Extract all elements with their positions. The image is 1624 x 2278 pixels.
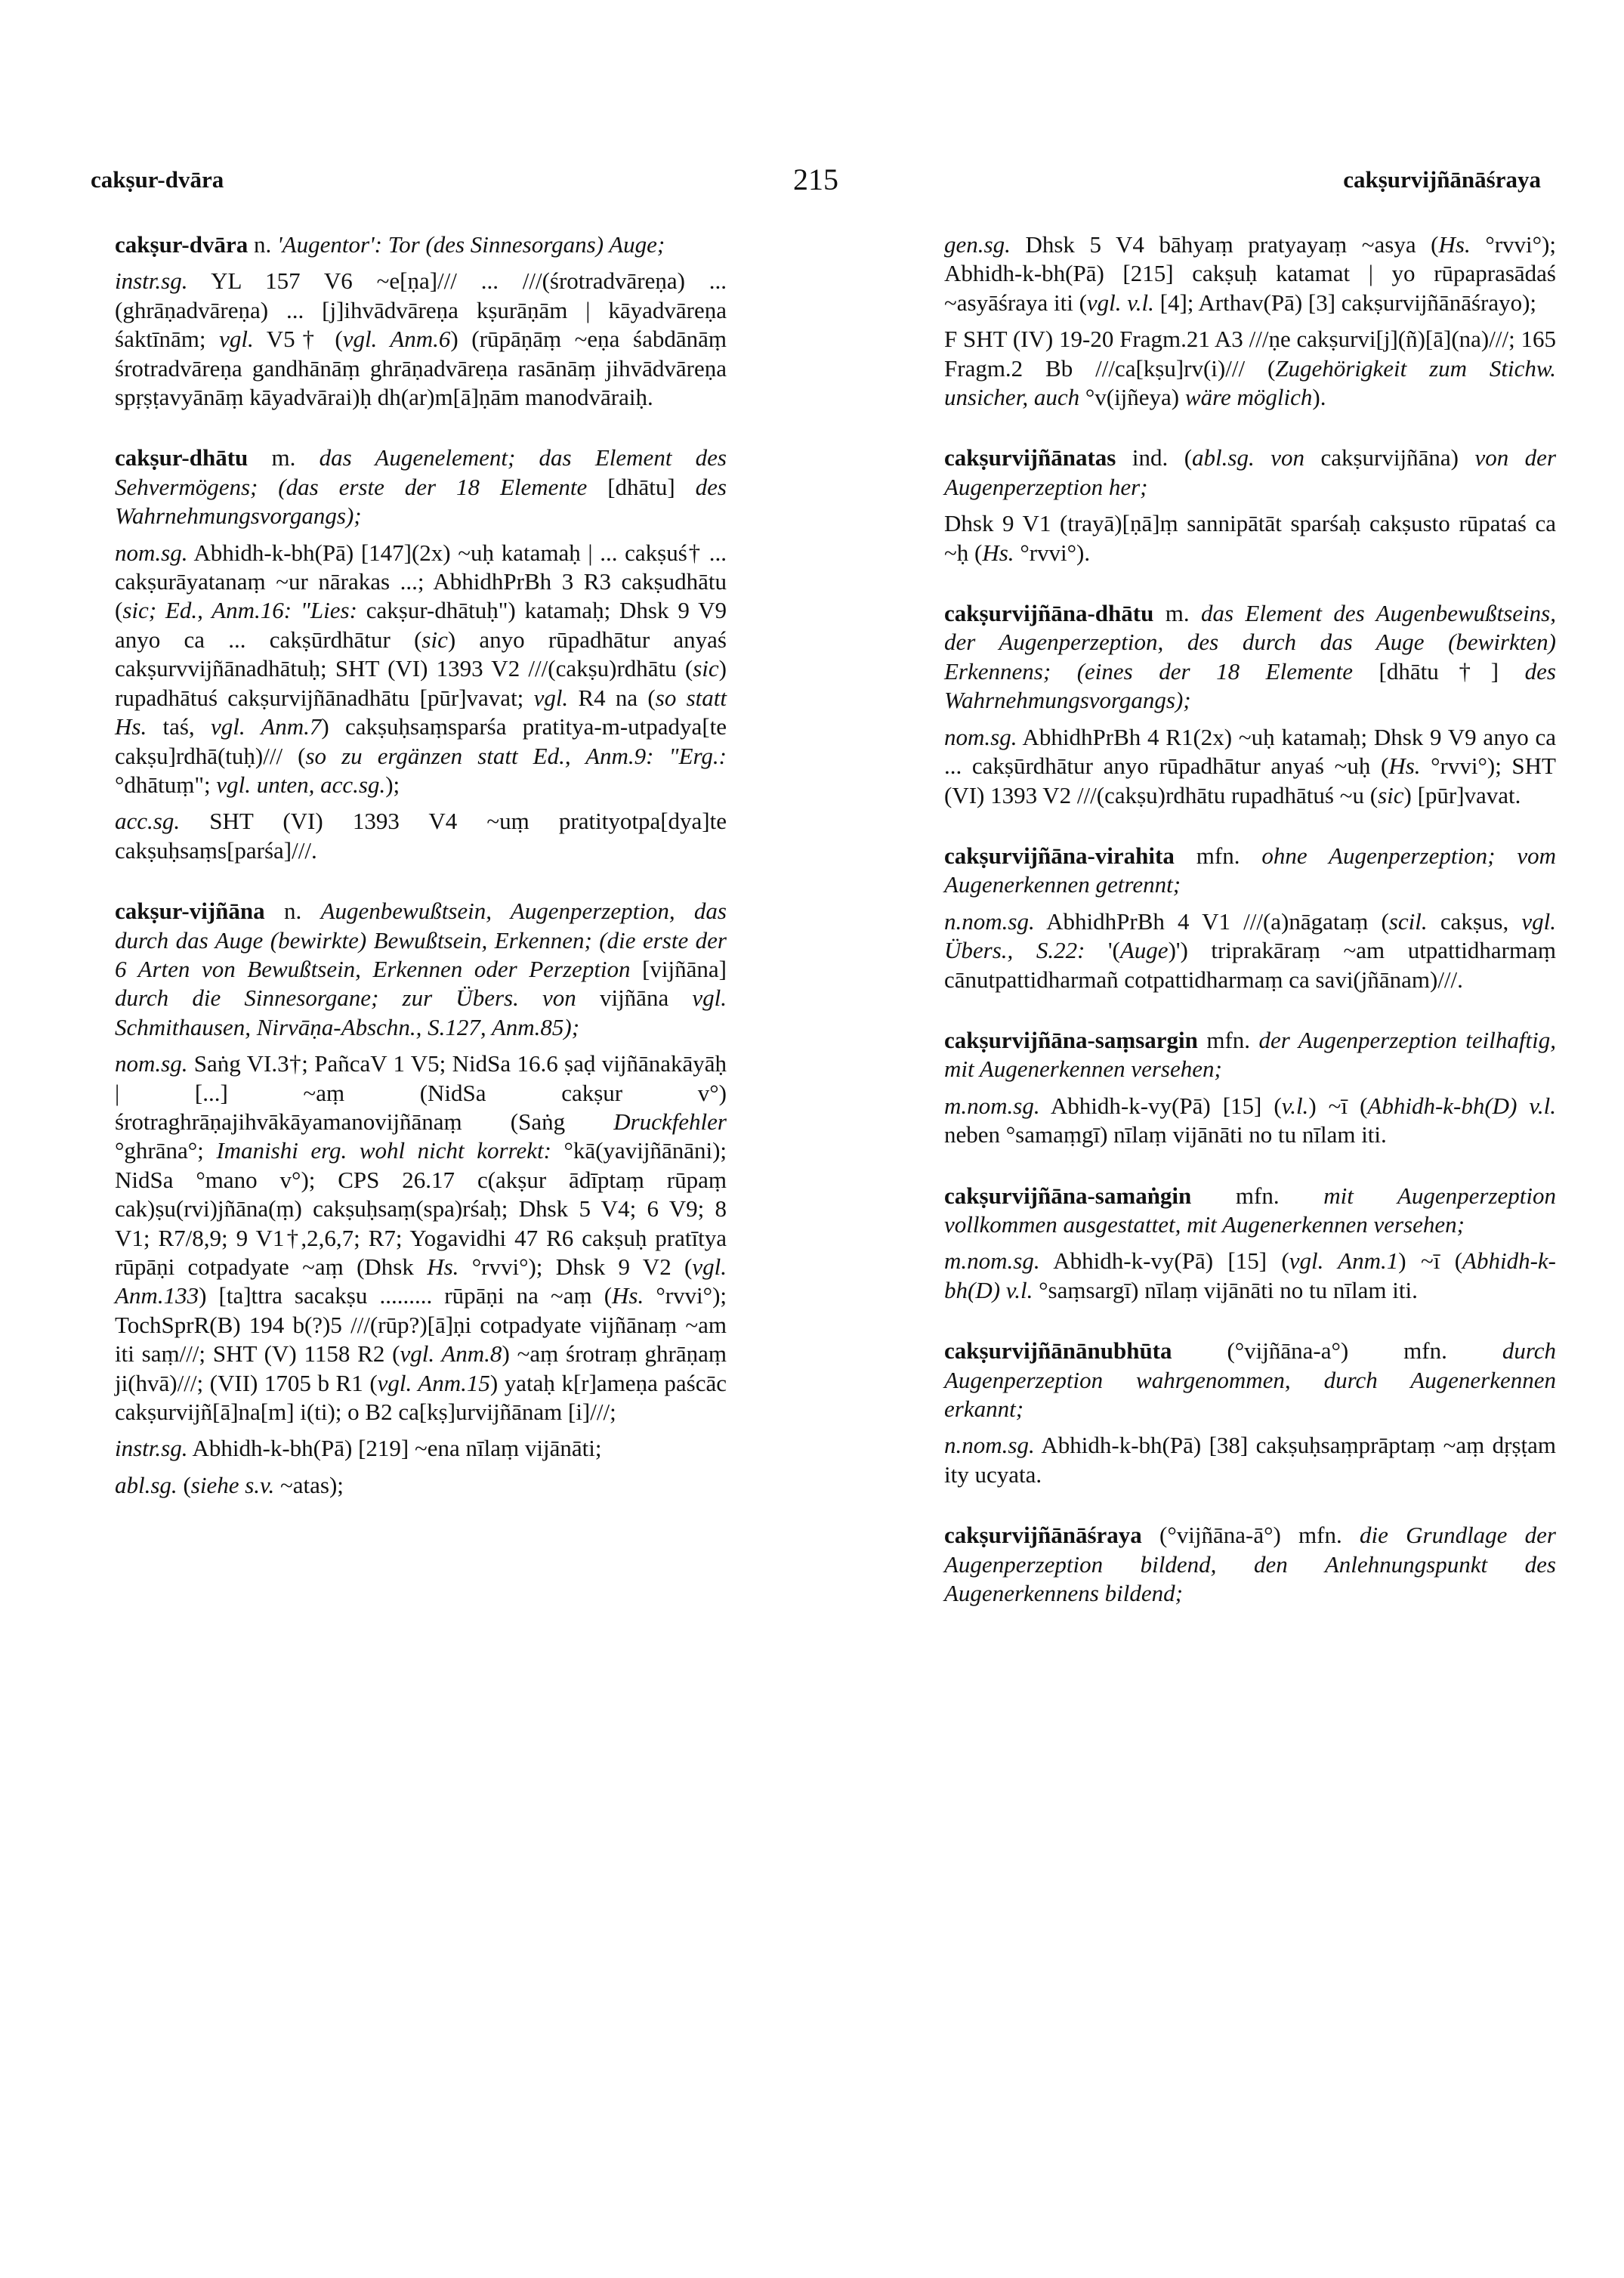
text-run: F SHT (IV) 19-20 Fragm.21 A3 ///ṇe cakṣurvi[j](ñ)[ā](na)///; 165 Fragm.2 Bb ///ca[kṣu]rv(i)/// ( (944, 326, 1556, 382)
text-run: ) ~aṃ śrotraṃ ghrāṇaṃ ji(hvā)///; (VII) 1705 b R1 ( (115, 1340, 727, 1396)
text-run: ) anyo rūpadhātur anyaś cakṣurvvijñānadhātuḥ; SHT (VI) 1393 V2 ///(cakṣu)rdhātu ( (115, 626, 727, 682)
text-run: cakṣurvijñāna) (1304, 444, 1475, 471)
text-run: mfn. (1191, 1182, 1324, 1209)
text-run: °rvvi°); SHT (VI) 1393 V2 ///(cakṣu)rdhātu rupadhātuś ~u ( (944, 753, 1556, 808)
italic-text: vgl. Schmithausen, Nirvāṇa-Abschn., S.127, Anm.85); (115, 984, 727, 1040)
dictionary-entry (944, 842, 1556, 994)
text-run: SHT (VI) 1393 V4 ~uṃ pratityotpa[dya]te cakṣuḥsaṃs[parśa]///. (115, 808, 727, 864)
text-run: °rvvi°); Dhsk 9 V2 ( (458, 1253, 693, 1280)
lemma: cakṣurvijñāna-saṃsargin (944, 1026, 1198, 1053)
entry-headline (944, 230, 1556, 317)
text-run: ( (177, 1471, 191, 1498)
italic-text: instr.sg. (115, 267, 188, 295)
text-run: ~atas); (274, 1471, 344, 1498)
italic-text: Abhidh-k-bh(D) v.l. (1367, 1092, 1556, 1119)
italic-text: n.nom.sg. (944, 907, 1035, 935)
dictionary-entry (944, 1026, 1556, 1150)
text-run: °dhātuṃ"; (115, 771, 217, 798)
text-run: R4 na ( (568, 684, 656, 711)
italic-text: acc.sg. (115, 808, 181, 835)
text-run: °v(ijñeya) (1079, 384, 1185, 411)
entry-headline (115, 897, 727, 1042)
entry-headline (944, 1182, 1556, 1240)
text-run: mfn. (1197, 1026, 1259, 1053)
italic-text: Hs. (427, 1253, 459, 1280)
italic-text: mit Augenperzeption vollkommen ausgestattet, mit Augenerkennen versehen; (944, 1182, 1557, 1238)
text-run: °ghrāna°; (115, 1137, 217, 1164)
text-run: (°vijñāna-a°) mfn. (1172, 1337, 1502, 1365)
text-run: vijñāna (576, 984, 693, 1012)
text-run: ) cakṣuḥsaṃsparśa pratitya-m-utpadya[te cakṣu]rdhā(tuḥ)/// ( (115, 713, 727, 769)
italic-text: 'Augentor': Tor (des Sinnesorgans) Auge; (277, 231, 665, 258)
italic-text: durch Augenperzeption wahrgenommen, durch Augenerkennen erkannt; (944, 1337, 1556, 1422)
text-run: Abhidh-k-bh(Pā) [38] cakṣuḥsaṃprāptaṃ ~aṃ dṛṣṭam ity ucyata. (944, 1432, 1556, 1488)
italic-text: abl.sg. (115, 1471, 178, 1498)
italic-text: vgl. Anm.1 (1289, 1247, 1399, 1275)
entry-headline (115, 444, 727, 530)
lemma: cakṣurvijñāna-dhātu (944, 600, 1154, 627)
entry-citation (944, 1247, 1556, 1305)
italic-text: ohne Augenperzeption; vom Augenerkennen getrennt; (944, 842, 1556, 898)
italic-text: vgl. unten, acc.sg. (216, 771, 386, 798)
text-run: cakṣur-dhātuḥ") katamaḥ; Dhsk 9 V9 anyo ca ... cakṣūrdhātur ( (115, 597, 727, 653)
entry-headline (944, 444, 1556, 502)
text-run: ) (rūpāṇāṃ ~eṇa śabdānāṃ śrotradvāreṇa gandhānāṃ ghrāṇadvāreṇa rasānāṃ jihvādvāreṇa spṛṣṭavyānāṃ kāyadvārai)ḥ dh(ar)m[ā]ṇām manodvāraiḥ. (115, 326, 727, 411)
text-run: mfn. (1174, 842, 1262, 869)
right-column (944, 230, 1556, 1640)
text-run: '( (1085, 937, 1120, 964)
text-run: taś, (147, 713, 211, 740)
text-run: YL 157 V6 ~e[ṇa]/// ... ///(śrotradvāreṇa) ... (ghrāṇadvāreṇa) ... [j]ihvādvāreṇa kṣurāṇām | kāyadvāreṇa śaktīnām; (115, 267, 727, 353)
italic-text: Druckfehler (613, 1108, 727, 1135)
entry-citation (944, 907, 1556, 994)
italic-text: Auge (1119, 937, 1169, 964)
entry-headline (115, 230, 727, 259)
entry-citation (944, 723, 1556, 810)
text-run: °rvvi°); TochSprR(B) 194 b(?)5 ///(rūp?)[ā]ṇi cotpadyate vijñānaṃ ~am iti saṃ///; SHT (V) 1158 R2 ( (115, 1282, 727, 1368)
italic-text: von der Augenperzeption her; (944, 444, 1557, 500)
lemma: cakṣurvijñāna-virahita (944, 842, 1175, 869)
entry-citation (944, 509, 1556, 567)
left-column (115, 230, 727, 1532)
text-run: ind. ( (1116, 444, 1193, 471)
italic-text: abl.sg. von (1192, 444, 1304, 471)
italic-text: Imanishi erg. wohl nicht korrekt: (216, 1137, 551, 1164)
text-run: Dhsk 9 V1 (trayā)[ṇā]ṃ sannipātāt sparśaḥ cakṣusto rūpataś ca ~ḥ ( (944, 510, 1556, 566)
italic-text: v.l. (1281, 1092, 1309, 1119)
italic-text: Hs. (1388, 753, 1421, 780)
italic-text: scil. (1388, 907, 1428, 935)
italic-text: vgl. Anm.8 (400, 1340, 502, 1368)
italic-text: Hs. (982, 539, 1014, 566)
italic-text: n.nom.sg. (944, 1432, 1035, 1459)
text-run: AbhidhPrBh 4 V1 ///(a)nāgataṃ ( (1034, 907, 1389, 935)
italic-text: vgl. Anm.15 (377, 1369, 490, 1396)
text-run: Abhidh-k-bh(Pā) [219] ~ena nīlaṃ vijānāti; (187, 1435, 602, 1462)
dictionary-entry (944, 230, 1556, 412)
italic-text: vgl. Anm.7 (210, 713, 322, 740)
text-run: n. (264, 898, 321, 925)
italic-text: der Augenperzeption teilhaftig, mit Augenerkennen versehen; (944, 1026, 1556, 1083)
lemma: cakṣur-vijñāna (115, 898, 265, 925)
entry-headline (944, 1337, 1556, 1423)
text-run: )') triprakāraṃ ~am utpattidharmaṃ cānutpattidharmañ cotpattidharmaṃ ca savi(jñānam)///. (944, 937, 1556, 993)
italic-text: gen.sg. (944, 231, 1011, 258)
italic-text: durch die Sinnesorgane; zur Übers. von (115, 984, 576, 1012)
entry-citation (115, 1049, 727, 1426)
text-run: V5† ( (253, 326, 343, 353)
italic-text: sic (421, 626, 448, 653)
italic-text: Hs. (612, 1282, 644, 1309)
dictionary-entry (944, 1182, 1556, 1306)
italic-text: so statt Hs. (115, 684, 727, 740)
text-run: °kā(yavijñānāni); NidSa °mano v°); CPS 26.17 c(akṣur ādīptaṃ rūpaṃ cak)ṣu(rvi)jñāna(ṃ) cakṣuḥsaṃ(spa)rśaḥ; Dhsk 5 V4; 6 V9; 8 V1; R7/8,9; 9 V1†,2,6,7; R7; Yogavidhi 47 R6 cakṣuḥ pratītya rūpāṇi cotpadyate ~aṃ (Dhsk (115, 1137, 727, 1280)
italic-text: Zugehörigkeit zum Stichw. unsicher, auch (944, 354, 1556, 411)
lemma: cakṣurvijñānāśraya (944, 1522, 1142, 1549)
dictionary-entry (115, 444, 727, 865)
italic-text: m.nom.sg. (944, 1092, 1040, 1119)
text-run: ) ~ī ( (1398, 1247, 1463, 1275)
text-run: m. (1153, 600, 1201, 627)
italic-text: sic; Ed., Anm.16: "Lies: (122, 597, 357, 624)
text-run: AbhidhPrBh 4 R1(2x) ~uḥ katamaḥ; Dhsk 9 V9 anyo ca ... cakṣūrdhātur anyo rūpadhātur anyaś ~uḥ ( (944, 723, 1556, 780)
italic-text: sic (693, 655, 719, 682)
italic-text: so zu ergänzen statt Ed., Anm.9: "Erg.: (305, 742, 727, 769)
text-run: Saṅg VI.3†; PañcaV 1 V5; NidSa 16.6 ṣaḍ vijñānakāyāḥ | [...] ~aṃ (NidSa cakṣur v°) śrotraghrāṇajihvākāyamanovijñānaṃ (Saṅg (115, 1050, 727, 1135)
text-run: Abhidh-k-vy(Pā) [15] ( (1039, 1092, 1282, 1119)
text-run: °rvvi°); Abhidh-k-bh(Pā) [215] cakṣuḥ katamat | yo rūpaprasādaś ~asyāśraya iti ( (944, 231, 1556, 316)
entry-citation (115, 539, 727, 800)
italic-text: nom.sg. (944, 723, 1017, 750)
text-run: Abhidh-k-bh(Pā) [147](2x) ~uḥ katamaḥ | ... cakṣuś† ... cakṣurāyatanaṃ ~ur nārakas ...; AbhidhPrBh 3 R3 cakṣudhātu ( (115, 539, 727, 624)
italic-text: nom.sg. (115, 1050, 188, 1077)
text-run: [dhātu†] (1352, 657, 1525, 685)
dictionary-entry (944, 599, 1556, 810)
text-run: °rvvi°). (1014, 539, 1091, 566)
text-run: ). (1312, 384, 1326, 411)
dictionary-entry (115, 897, 727, 1500)
italic-text: vgl. Anm.6 (342, 326, 451, 353)
text-run: °saṃsargī) nīlaṃ vijānāti no tu nīlam iti. (1033, 1276, 1418, 1303)
text-run: ) [ta]ttra sacakṣu ......... rūpāṇi na ~aṃ ( (199, 1282, 613, 1309)
italic-text: vgl. Übers., S.22: (944, 907, 1556, 964)
text-run: [vijñāna] (630, 955, 727, 982)
header-left-keyword: cakṣur-dvāra (91, 166, 224, 193)
entry-citation (115, 267, 727, 412)
italic-text: vgl. v.l. (1086, 289, 1154, 316)
dictionary-entry (944, 1521, 1556, 1608)
dictionary-entry (944, 1337, 1556, 1489)
italic-text: Abhidh-k-bh(D) v.l. (944, 1247, 1556, 1303)
italic-text: das Augenelement; das Element des Sehvermögens; (das erste der 18 Elemente (115, 444, 727, 500)
italic-text: vgl. (219, 326, 254, 353)
text-run: [dhātu] (587, 473, 696, 500)
text-run: Dhsk 5 V4 bāhyaṃ pratyayaṃ ~asya ( (1010, 231, 1439, 258)
italic-text: instr.sg. (115, 1435, 188, 1462)
text-run: [4]; Arthav(Pā) [3] cakṣurvijñānāśrayo); (1153, 289, 1537, 316)
italic-text: siehe s.v. (190, 1471, 275, 1498)
text-run: n. (248, 231, 277, 258)
text-run: Abhidh-k-vy(Pā) [15] ( (1039, 1247, 1289, 1275)
entry-citation (115, 1471, 727, 1500)
entry-citation (944, 1092, 1556, 1150)
text-run: ); (385, 771, 400, 798)
italic-text: die Grundlage der Augenperzeption bildend, den Anlehnungspunkt des Augenerkennens bildend; (944, 1522, 1556, 1607)
entry-citation (115, 1434, 727, 1463)
dictionary-entry (115, 230, 727, 412)
entry-citation (944, 1431, 1556, 1489)
italic-text: das Element des Augenbewußtseins, der Augenperzeption, des durch das Auge (bewirkten) Erkennens; (eines der 18 Elemente (944, 600, 1556, 685)
italic-text: Hs. (1438, 231, 1471, 258)
entry-citation (944, 325, 1556, 412)
text-run: ) ~ī ( (1308, 1092, 1368, 1119)
lemma: cakṣurvijñānānubhūta (944, 1337, 1172, 1365)
italic-text: wäre möglich (1184, 384, 1313, 411)
text-run: ) [pūr]vavat. (1403, 781, 1521, 808)
italic-text: sic (1378, 781, 1404, 808)
entry-headline (944, 842, 1556, 900)
text-run: ) rupadhātuś cakṣurvijñānadhātu [pūr]vavat; (115, 655, 727, 711)
italic-text: vgl. Anm.133 (115, 1253, 727, 1309)
text-run: cakṣus, (1427, 907, 1522, 935)
entry-citation (115, 807, 727, 865)
lemma: cakṣurvijñānatas (944, 444, 1116, 471)
italic-text: des Wahrnehmungsvorgangs); (115, 473, 727, 530)
lemma: cakṣur-dhātu (115, 444, 249, 471)
dictionary-entry (944, 444, 1556, 567)
lemma: cakṣur-dvāra (115, 231, 249, 258)
italic-text: nom.sg. (115, 539, 188, 566)
page-number: 215 (793, 162, 838, 196)
text-run: ) yataḥ k[r]ameṇa paścāc cakṣurvijñ[ā]na[m] i(ti); o B2 ca[kṣ]urvijñānam [i]///; (115, 1369, 727, 1426)
text-run: (°vijñāna-ā°) mfn. (1141, 1522, 1360, 1549)
entry-headline (944, 1521, 1556, 1608)
italic-text: m.nom.sg. (944, 1247, 1040, 1275)
entry-headline (944, 1026, 1556, 1084)
lemma: cakṣurvijñāna-samaṅgin (944, 1182, 1192, 1209)
text-run: neben °samaṃgī) nīlaṃ vijānāti no tu nīlam iti. (944, 1121, 1387, 1148)
text-run: m. (248, 444, 320, 471)
running-header (91, 162, 1541, 212)
italic-text: vgl. (533, 684, 569, 711)
entry-headline (944, 599, 1556, 716)
italic-text: des Wahrnehmungsvorgangs); (944, 657, 1556, 714)
header-right-keyword: cakṣurvijñānāśraya (1343, 166, 1541, 193)
italic-text: Augenbewußtsein, Augenperzeption, das durch das Auge (bewirkte) Bewußtsein, Erkennen; (die erste der 6 Arten von Bewußtsein, Erkennen oder Perzeption (115, 898, 727, 982)
